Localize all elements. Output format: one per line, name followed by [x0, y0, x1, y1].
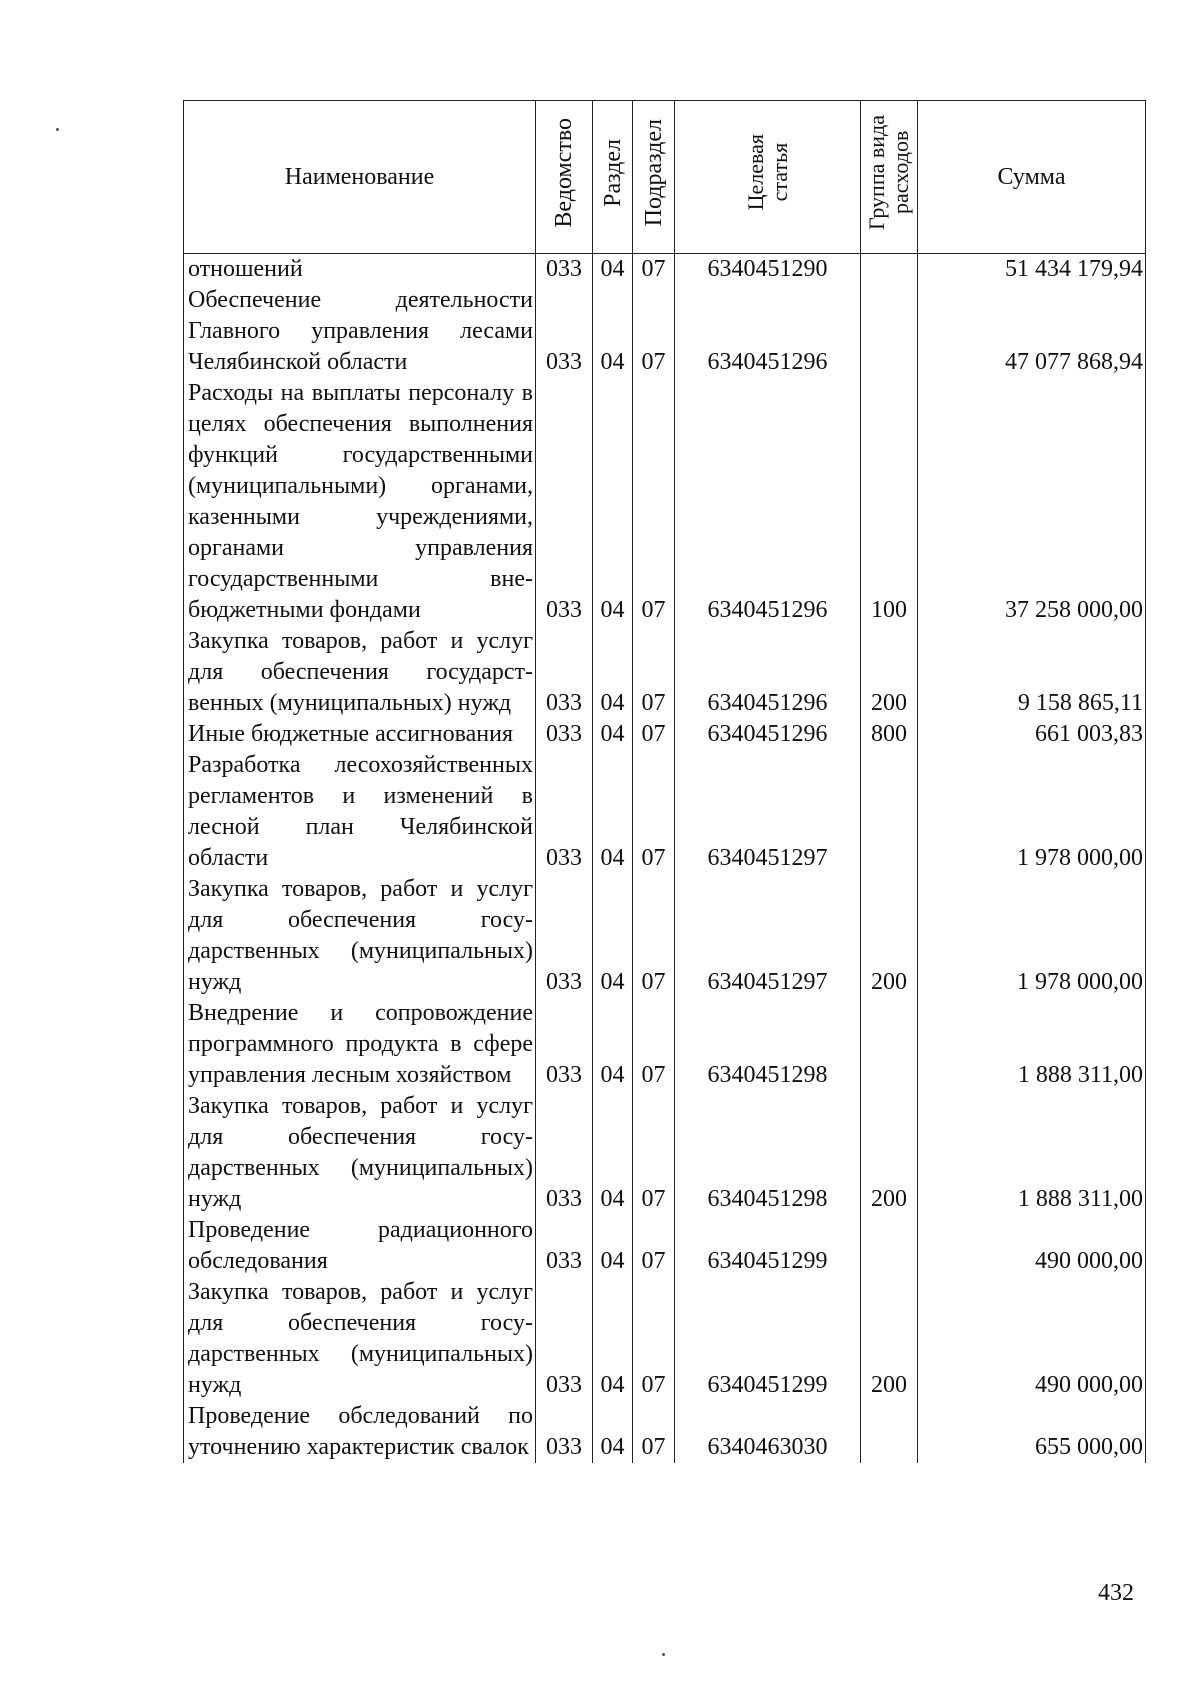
- row-target: 6340451296: [675, 626, 861, 719]
- header-target-line2: статья: [766, 143, 792, 202]
- row-expense-group: [861, 998, 918, 1091]
- row-target: 6340451296: [675, 378, 861, 626]
- row-target: 6340451297: [675, 874, 861, 998]
- table-row: [184, 1091, 1146, 1215]
- row-target: 6340451298: [675, 998, 861, 1091]
- header-target-line1: Целевая: [742, 134, 768, 211]
- row-target: 6340451297: [675, 750, 861, 874]
- header-subsection: [633, 101, 675, 254]
- row-department: 033: [536, 1401, 593, 1463]
- row-sum: 1 978 000,00: [918, 874, 1146, 998]
- row-sum: 655 000,00: [918, 1401, 1146, 1463]
- table-row: [184, 1401, 1146, 1463]
- table-body: [184, 254, 1146, 1464]
- row-subsection: 07: [633, 1401, 675, 1463]
- header-name: [184, 101, 536, 254]
- row-subsection: 07: [633, 1091, 675, 1215]
- row-section: 04: [593, 285, 633, 378]
- row-department: 033: [536, 285, 593, 378]
- row-department: 033: [536, 254, 593, 286]
- row-name: Проведение обследований по уточнению характеристик свалок: [184, 1401, 536, 1463]
- header-section-label: Раздел: [599, 138, 626, 207]
- row-section: 04: [593, 719, 633, 750]
- row-name: Закупка товаров, работ и услуг для обеспечения государственных (муниципальных) нужд: [184, 874, 536, 998]
- row-expense-group: [861, 285, 918, 378]
- row-name: Внедрение и сопровождение программного продукта в сфере управления лесным хозяйством: [184, 998, 536, 1091]
- row-sum: 490 000,00: [918, 1277, 1146, 1401]
- row-sum: 661 003,83: [918, 719, 1146, 750]
- row-department: 033: [536, 1277, 593, 1401]
- row-subsection: 07: [633, 1277, 675, 1401]
- header-target-label: [744, 134, 792, 210]
- row-target: 6340451290: [675, 254, 861, 286]
- header-subsection-label: Подраздел: [640, 118, 667, 227]
- row-section: 04: [593, 1091, 633, 1215]
- row-section: 04: [593, 1215, 633, 1277]
- row-sum: 490 000,00: [918, 1215, 1146, 1277]
- row-section: 04: [593, 1277, 633, 1401]
- header-department-label: Ведомство: [551, 117, 577, 228]
- row-department: 033: [536, 719, 593, 750]
- row-sum: 51 434 179,94: [918, 254, 1146, 286]
- row-subsection: 07: [633, 285, 675, 378]
- row-sum: 1 888 311,00: [918, 998, 1146, 1091]
- table-row: [184, 378, 1146, 626]
- header-expense-group-line1: Группа вида: [864, 115, 889, 230]
- row-expense-group: [861, 254, 918, 286]
- row-name: Закупка товаров, работ и услуг для обеспечения государственных (муниципальных) нужд: [184, 1091, 536, 1215]
- row-sum: 37 258 000,00: [918, 378, 1146, 626]
- row-subsection: 07: [633, 1215, 675, 1277]
- header-sum: [918, 101, 1146, 254]
- row-department: 033: [536, 378, 593, 626]
- row-name: Расходы на выплаты персоналу в целях обеспечения выполнения функций государственными (муниципальными) органами, казенными учреждениями, органами управления государственными внебюджетными фондами: [184, 378, 536, 626]
- row-department: 033: [536, 874, 593, 998]
- row-name: Закупка товаров, работ и услуг для обеспечения государственных (муниципальных) нужд: [184, 1277, 536, 1401]
- row-expense-group: 200: [861, 1091, 918, 1215]
- row-expense-group: [861, 1401, 918, 1463]
- row-sum: 47 077 868,94: [918, 285, 1146, 378]
- page-number: 432: [1098, 1580, 1134, 1606]
- table-row: [184, 998, 1146, 1091]
- row-target: 6340451299: [675, 1215, 861, 1277]
- header-target: [675, 101, 861, 254]
- row-section: 04: [593, 750, 633, 874]
- table-header: [184, 101, 1146, 254]
- row-department: 033: [536, 1215, 593, 1277]
- table-row: [184, 1277, 1146, 1401]
- table-row: [184, 719, 1146, 750]
- row-section: 04: [593, 254, 633, 286]
- row-name: отношений: [184, 254, 536, 286]
- row-sum: 9 158 865,11: [918, 626, 1146, 719]
- row-expense-group: 200: [861, 626, 918, 719]
- header-sum-label: Сумма: [997, 163, 1066, 190]
- row-section: 04: [593, 1401, 633, 1463]
- row-expense-group: [861, 750, 918, 874]
- row-department: 033: [536, 750, 593, 874]
- row-expense-group: 200: [861, 1277, 918, 1401]
- table-row: [184, 1215, 1146, 1277]
- row-name: Закупка товаров, работ и услуг для обеспечения государственных (муниципальных) нужд: [184, 626, 536, 719]
- row-expense-group: 200: [861, 874, 918, 998]
- row-subsection: 07: [633, 378, 675, 626]
- header-expense-group: [861, 101, 918, 254]
- table-row: [184, 750, 1146, 874]
- row-sum: 1 888 311,00: [918, 1091, 1146, 1215]
- row-target: 6340451296: [675, 719, 861, 750]
- row-section: 04: [593, 998, 633, 1091]
- row-section: 04: [593, 626, 633, 719]
- table-row: [184, 254, 1146, 286]
- row-section: 04: [593, 378, 633, 626]
- row-target: 6340451298: [675, 1091, 861, 1215]
- row-target: 6340463030: [675, 1401, 861, 1463]
- table-row: [184, 285, 1146, 378]
- row-sum: 1 978 000,00: [918, 750, 1146, 874]
- row-name: Обеспечение деятельности Главного управления лесами Челябинской области: [184, 285, 536, 378]
- row-target: 6340451296: [675, 285, 861, 378]
- row-subsection: 07: [633, 719, 675, 750]
- scan-speck: [56, 128, 59, 131]
- header-expense-group-label: [865, 115, 913, 230]
- row-expense-group: 800: [861, 719, 918, 750]
- row-department: 033: [536, 1091, 593, 1215]
- row-expense-group: 100: [861, 378, 918, 626]
- header-section: [593, 101, 633, 254]
- scan-speck: [662, 1653, 665, 1656]
- row-department: 033: [536, 998, 593, 1091]
- row-subsection: 07: [633, 254, 675, 286]
- table-row: [184, 626, 1146, 719]
- row-name: Проведение радиационного обследования: [184, 1215, 536, 1277]
- row-subsection: 07: [633, 626, 675, 719]
- header-name-label: Наименование: [284, 163, 435, 190]
- row-target: 6340451299: [675, 1277, 861, 1401]
- row-section: 04: [593, 874, 633, 998]
- header-expense-group-line2: расходов: [888, 130, 913, 215]
- row-subsection: 07: [633, 874, 675, 998]
- row-expense-group: [861, 1215, 918, 1277]
- row-name: Иные бюджетные ассигнования: [184, 719, 536, 750]
- table-row: [184, 874, 1146, 998]
- row-subsection: 07: [633, 750, 675, 874]
- header-department: [536, 101, 593, 254]
- row-subsection: 07: [633, 998, 675, 1091]
- row-name: Разработка лесохозяйственных регламентов и изменений в лесной план Челябинской области: [184, 750, 536, 874]
- budget-table: [183, 100, 1146, 1463]
- row-department: 033: [536, 626, 593, 719]
- budget-table-container: [183, 100, 1146, 1463]
